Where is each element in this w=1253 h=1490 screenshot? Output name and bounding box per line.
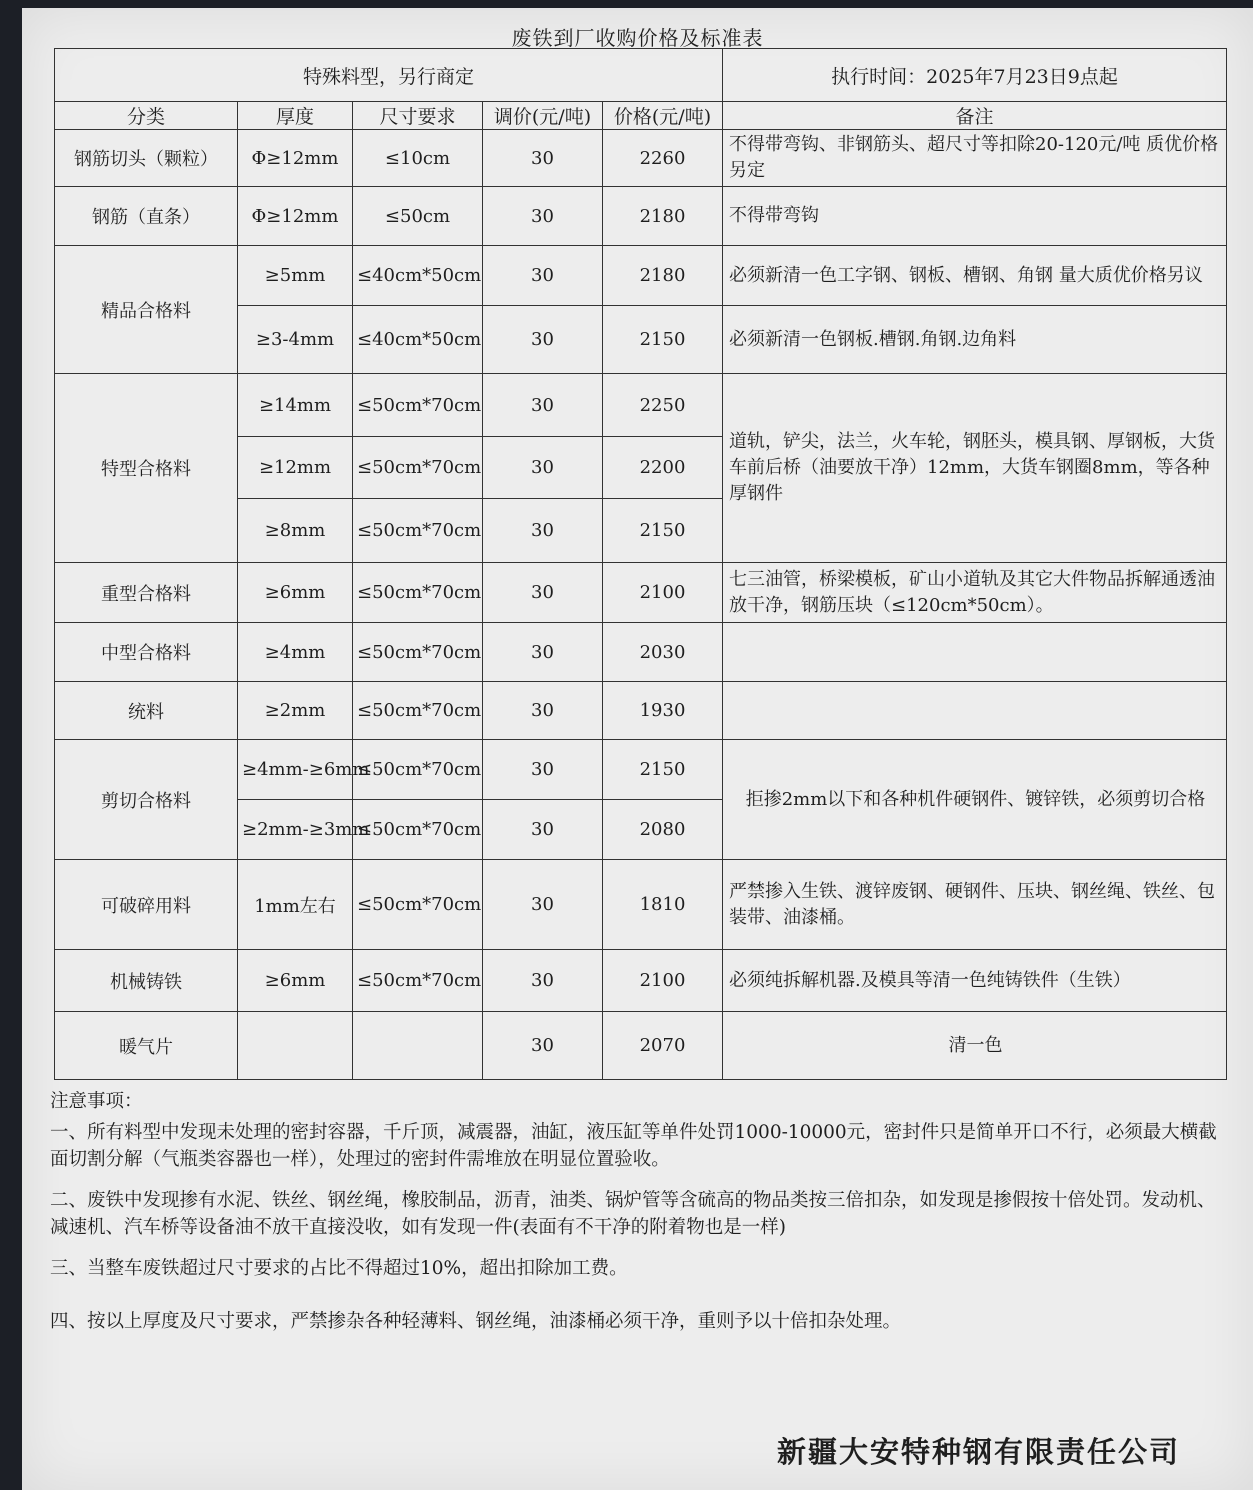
cell-adjust: 30: [483, 187, 603, 246]
cell-size: ≤50cm*70cm: [353, 623, 483, 682]
cell-size: ≤50cm*70cm: [353, 860, 483, 950]
cell-size: ≤50cm*70cm: [353, 437, 483, 499]
cell-category: 特型合格料: [55, 374, 238, 563]
cell-adjust: 30: [483, 860, 603, 950]
col-header-note: 备注: [723, 102, 1227, 130]
cell-price: 2080: [603, 800, 723, 860]
cell-adjust: 30: [483, 950, 603, 1012]
cell-note: [723, 623, 1227, 682]
cell-adjust: 30: [483, 623, 603, 682]
cell-category: 机械铸铁: [55, 950, 238, 1012]
cell-thickness: ≥8mm: [238, 499, 353, 563]
cell-thickness: Φ≥12mm: [238, 187, 353, 246]
cell-thickness: ≥2mm-≥3mm: [238, 800, 353, 860]
cell-size: ≤50cm*70cm: [353, 374, 483, 437]
cell-size: ≤40cm*50cm: [353, 306, 483, 374]
document-title: 废铁到厂收购价格及标准表: [511, 26, 764, 50]
cell-thickness: ≥4mm: [238, 623, 353, 682]
cell-thickness: ≥12mm: [238, 437, 353, 499]
cell-size: ≤40cm*50cm: [353, 246, 483, 306]
price-table: [54, 48, 1227, 1080]
table-row: [55, 187, 1227, 246]
cell-thickness: [238, 1012, 353, 1080]
table-row: [55, 130, 1227, 187]
document-page: [22, 8, 1253, 1490]
cell-category: 钢筋切头（颗粒）: [55, 130, 238, 187]
cell-note: 必须新清一色钢板.槽钢.角钢.边角料: [723, 306, 1227, 374]
cell-note: 拒掺2mm以下和各种机件硬钢件、镀锌铁，必须剪切合格: [723, 740, 1227, 860]
cell-size: ≤50cm*70cm: [353, 563, 483, 623]
cell-thickness: ≥4mm-≥6mm: [238, 740, 353, 800]
cell-category: 重型合格料: [55, 563, 238, 623]
cell-size: ≤50cm*70cm: [353, 800, 483, 860]
cell-adjust: 30: [483, 130, 603, 187]
table-row: [55, 623, 1227, 682]
note-item: 三、当整车废铁超过尺寸要求的占比不得超过10%，超出扣除加工费。: [50, 1258, 628, 1279]
cell-price: 1930: [603, 682, 723, 740]
cell-price: 2030: [603, 623, 723, 682]
cell-category: 统料: [55, 682, 238, 740]
cell-adjust: 30: [483, 800, 603, 860]
cell-price: 2150: [603, 499, 723, 563]
cell-price: 2100: [603, 950, 723, 1012]
special-note: 特殊料型，另行商定: [55, 49, 723, 102]
cell-size: ≤10cm: [353, 130, 483, 187]
header-row-top: [55, 49, 1227, 102]
cell-adjust: 30: [483, 682, 603, 740]
cell-price: 2260: [603, 130, 723, 187]
table-row: [55, 682, 1227, 740]
cell-adjust: 30: [483, 1012, 603, 1080]
table-row: [55, 563, 1227, 623]
cell-price: 2200: [603, 437, 723, 499]
exec-time: 执行时间：2025年7月23日9点起: [723, 49, 1227, 102]
cell-note: 必须新清一色工字钢、钢板、槽钢、角钢 量大质优价格另议: [723, 246, 1227, 306]
cell-price: 2180: [603, 187, 723, 246]
cell-category: 可破碎用料: [55, 860, 238, 950]
cell-price: 2070: [603, 1012, 723, 1080]
cell-thickness: ≥2mm: [238, 682, 353, 740]
cell-category: 剪切合格料: [55, 740, 238, 860]
cell-size: [353, 1012, 483, 1080]
cell-adjust: 30: [483, 563, 603, 623]
col-header-size: 尺寸要求: [353, 102, 483, 130]
cell-adjust: 30: [483, 374, 603, 437]
cell-note: 严禁掺入生铁、渡锌废钢、硬钢件、压块、钢丝绳、铁丝、包装带、油漆桶。: [723, 860, 1227, 950]
cell-adjust: 30: [483, 437, 603, 499]
cell-price: 2150: [603, 306, 723, 374]
cell-adjust: 30: [483, 740, 603, 800]
notes-heading: 注意事项：: [50, 1091, 143, 1112]
note-item: 二、废铁中发现掺有水泥、铁丝、钢丝绳，橡胶制品，沥青，油类、锅炉管等含硫高的物品类按三倍扣杂，如发现是掺假按十倍处罚。发动机、减速机、汽车桥等设备油不放干直接没收，如有发现一件(表面有不干净的附着物也是一样): [50, 1190, 1216, 1238]
cell-category: 钢筋（直条）: [55, 187, 238, 246]
cell-price: 2180: [603, 246, 723, 306]
cell-note: 必须纯拆解机器.及模具等清一色纯铸铁件（生铁）: [723, 950, 1227, 1012]
cell-thickness: ≥3-4mm: [238, 306, 353, 374]
cell-note: 道轨，铲尖，法兰，火车轮，钢胚头，模具钢、厚钢板，大货车前后桥（油要放干净）12mm，大货车钢圈8mm，等各种厚钢件: [723, 374, 1227, 563]
notes-section: [50, 1088, 1230, 1349]
cell-category: 中型合格料: [55, 623, 238, 682]
cell-size: ≤50cm*70cm: [353, 740, 483, 800]
cell-adjust: 30: [483, 499, 603, 563]
cell-note: 不得带弯钩、非钢筋头、超尺寸等扣除20-120元/吨 质优价格另定: [723, 130, 1227, 187]
cell-adjust: 30: [483, 306, 603, 374]
cell-thickness: 1mm左右: [238, 860, 353, 950]
col-header-adjust: 调价(元/吨): [483, 102, 603, 130]
cell-size: ≤50cm*70cm: [353, 950, 483, 1012]
cell-category: 暖气片: [55, 1012, 238, 1080]
note-item: 四、按以上厚度及尺寸要求，严禁掺杂各种轻薄料、钢丝绳，油漆桶必须干净，重则予以十倍扣杂处理。: [50, 1311, 902, 1332]
cell-note: 七三油管，桥梁模板，矿山小道轨及其它大件物品拆解通透油放干净，钢筋压块（≤120cm*50cm）。: [723, 563, 1227, 623]
cell-thickness: ≥14mm: [238, 374, 353, 437]
cell-note: 清一色: [723, 1012, 1227, 1080]
table-row: [55, 860, 1227, 950]
cell-price: 2250: [603, 374, 723, 437]
col-header-category: 分类: [55, 102, 238, 130]
table-row: [55, 950, 1227, 1012]
cell-price: 2100: [603, 563, 723, 623]
cell-thickness: Φ≥12mm: [238, 130, 353, 187]
table-row: [55, 1012, 1227, 1080]
note-item: 一、所有料型中发现未处理的密封容器，千斤顶，减震器，油缸，液压缸等单件处罚1000-10000元，密封件只是简单开口不行，必须最大横截面切割分解（气瓶类容器也一样），处理过的密封件需堆放在明显位置验收。: [50, 1122, 1217, 1170]
cell-note: 不得带弯钩: [723, 187, 1227, 246]
col-header-price: 价格(元/吨): [603, 102, 723, 130]
col-header-thickness: 厚度: [238, 102, 353, 130]
cell-note: [723, 682, 1227, 740]
header-row-columns: [55, 102, 1227, 130]
cell-thickness: ≥6mm: [238, 950, 353, 1012]
table-row: [55, 246, 1227, 306]
cell-thickness: ≥5mm: [238, 246, 353, 306]
cell-size: ≤50cm: [353, 187, 483, 246]
cell-adjust: 30: [483, 246, 603, 306]
cell-size: ≤50cm*70cm: [353, 499, 483, 563]
table-row: [55, 374, 1227, 437]
cell-size: ≤50cm*70cm: [353, 682, 483, 740]
table-row: [55, 740, 1227, 800]
cell-price: 1810: [603, 860, 723, 950]
cell-price: 2150: [603, 740, 723, 800]
company-name: 新疆大安特种钢有限责任公司: [777, 1435, 1181, 1469]
cell-category: 精品合格料: [55, 246, 238, 374]
cell-thickness: ≥6mm: [238, 563, 353, 623]
